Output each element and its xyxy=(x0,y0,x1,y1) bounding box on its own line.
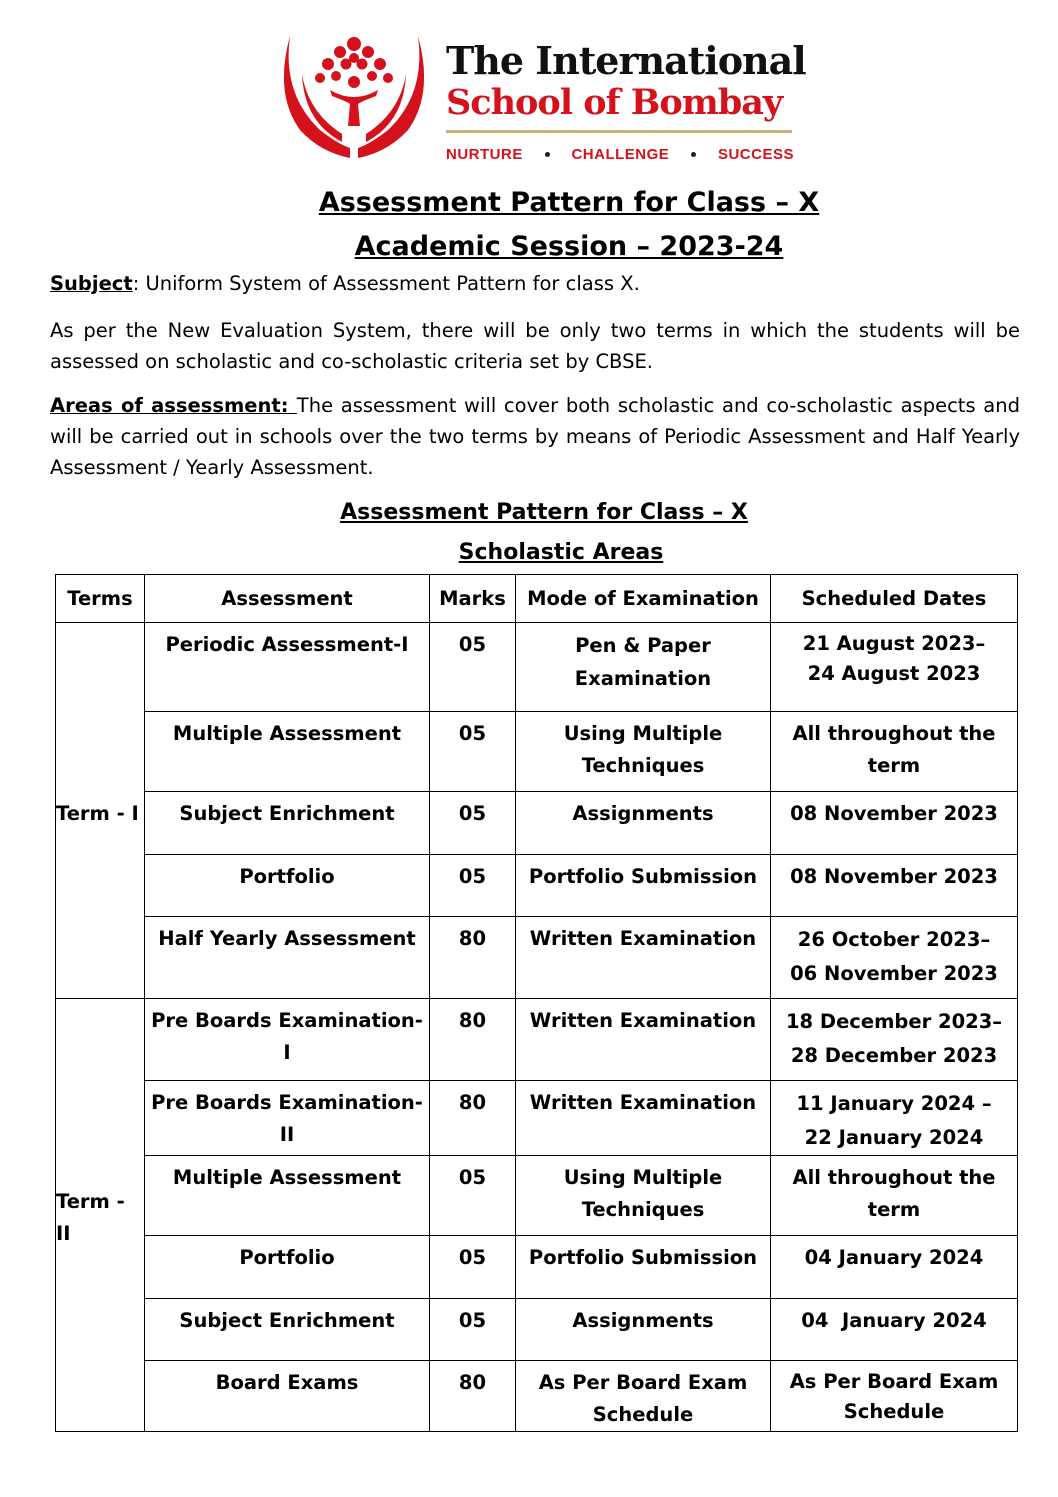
mode-cell: Using Multiple Techniques xyxy=(516,712,771,792)
marks-cell: 80 xyxy=(430,917,516,999)
mode-cell: Portfolio Submission xyxy=(516,855,771,917)
mode-cell: Assignments xyxy=(516,792,771,855)
assessment-cell: Pre Boards Examination-I xyxy=(145,999,430,1081)
subject-paragraph xyxy=(50,268,1020,299)
dates-cell: 18 December 2023– 28 December 2023 xyxy=(771,999,1018,1081)
assessment-cell: Board Exams xyxy=(145,1361,430,1432)
page-title: Assessment Pattern for Class – X xyxy=(318,187,820,218)
table-row xyxy=(56,1156,1018,1236)
dates-cell: 08 November 2023 xyxy=(771,792,1018,855)
assessment-cell: Portfolio xyxy=(145,1236,430,1299)
school-name-line1: The International xyxy=(446,38,806,83)
mode-cell: Pen & Paper Examination xyxy=(516,623,771,712)
school-name-line2: School of Bombay xyxy=(446,82,783,123)
header-mode: Mode of Examination xyxy=(516,575,771,623)
term-2-cell: Term - II xyxy=(56,999,145,1432)
areas-paragraph xyxy=(50,390,1020,483)
assessment-cell: Subject Enrichment xyxy=(145,1299,430,1361)
dates-cell: 21 August 2023– 24 August 2023 xyxy=(771,623,1018,712)
dates-cell: As Per Board Exam Schedule xyxy=(771,1361,1018,1432)
header-divider xyxy=(446,130,792,133)
table-row xyxy=(56,1081,1018,1156)
subject-label: Subject xyxy=(50,272,133,295)
bullet-icon xyxy=(691,152,696,157)
mode-cell: Portfolio Submission xyxy=(516,1236,771,1299)
dates-cell: All throughout the term xyxy=(771,712,1018,792)
dates-cell: 26 October 2023– 06 November 2023 xyxy=(771,917,1018,999)
bullet-icon xyxy=(545,152,550,157)
assessment-cell: Subject Enrichment xyxy=(145,792,430,855)
table-row xyxy=(56,999,1018,1081)
table-row xyxy=(56,1361,1018,1432)
tagline-nurture: NURTURE xyxy=(446,146,523,163)
mode-cell: Written Examination xyxy=(516,917,771,999)
table-title: Assessment Pattern for Class – X xyxy=(340,500,748,525)
dates-cell: 08 November 2023 xyxy=(771,855,1018,917)
assessment-cell: Portfolio xyxy=(145,855,430,917)
marks-cell: 05 xyxy=(430,1299,516,1361)
table-row xyxy=(56,623,1018,712)
marks-cell: 05 xyxy=(430,712,516,792)
dates-cell: 11 January 2024 – 22 January 2024 xyxy=(771,1081,1018,1156)
assessment-cell: Multiple Assessment xyxy=(145,1156,430,1236)
dates-cell: All throughout the term xyxy=(771,1156,1018,1236)
mode-cell: Written Examination xyxy=(516,1081,771,1156)
table-row xyxy=(56,1236,1018,1299)
areas-text: The assessment will cover both scholastic and co-scholastic aspects and will be carried out in schools over the two terms by means of Periodic Assessment and Half Yearly Assessment / Yearly Assessment. xyxy=(50,394,1020,479)
table-row xyxy=(56,712,1018,792)
marks-cell: 80 xyxy=(430,999,516,1081)
areas-label: Areas of assessment: xyxy=(50,394,297,417)
tagline-challenge: CHALLENGE xyxy=(571,146,670,163)
school-logo-icon xyxy=(280,34,428,160)
table-row xyxy=(56,855,1018,917)
table-subtitle: Scholastic Areas xyxy=(458,540,664,565)
school-header xyxy=(280,34,806,169)
assessment-cell: Half Yearly Assessment xyxy=(145,917,430,999)
header-dates: Scheduled Dates xyxy=(771,575,1018,623)
dates-cell: 04 January 2024 xyxy=(771,1236,1018,1299)
evaluation-paragraph: As per the New Evaluation System, there will be only two terms in which the students will be assessed on scholastic and co-scholastic criteria set by CBSE. xyxy=(50,319,1020,373)
subject-text: : Uniform System of Assessment Pattern for class X. xyxy=(132,272,640,295)
assessment-cell: Periodic Assessment-I xyxy=(145,623,430,712)
school-tagline xyxy=(446,146,794,163)
term-1-cell: Term - I xyxy=(56,623,145,999)
marks-cell: 80 xyxy=(430,1361,516,1432)
table-header-row xyxy=(56,575,1018,623)
assessment-cell: Multiple Assessment xyxy=(145,712,430,792)
header-marks: Marks xyxy=(430,575,516,623)
marks-cell: 05 xyxy=(430,623,516,712)
mode-cell: As Per Board Exam Schedule xyxy=(516,1361,771,1432)
mode-cell: Written Examination xyxy=(516,999,771,1081)
mode-cell: Assignments xyxy=(516,1299,771,1361)
marks-cell: 05 xyxy=(430,855,516,917)
tagline-success: SUCCESS xyxy=(717,146,794,163)
table-row xyxy=(56,792,1018,855)
table-row xyxy=(56,1299,1018,1361)
assessment-cell: Pre Boards Examination-II xyxy=(145,1081,430,1156)
header-terms: Terms xyxy=(56,575,145,623)
academic-session-title: Academic Session – 2023-24 xyxy=(354,231,784,262)
marks-cell: 80 xyxy=(430,1081,516,1156)
table-row xyxy=(56,917,1018,999)
marks-cell: 05 xyxy=(430,1156,516,1236)
marks-cell: 05 xyxy=(430,1236,516,1299)
mode-cell: Using Multiple Techniques xyxy=(516,1156,771,1236)
header-assessment: Assessment xyxy=(145,575,430,623)
dates-cell: 04 January 2024 xyxy=(771,1299,1018,1361)
marks-cell: 05 xyxy=(430,792,516,855)
assessment-table xyxy=(55,574,1018,1432)
